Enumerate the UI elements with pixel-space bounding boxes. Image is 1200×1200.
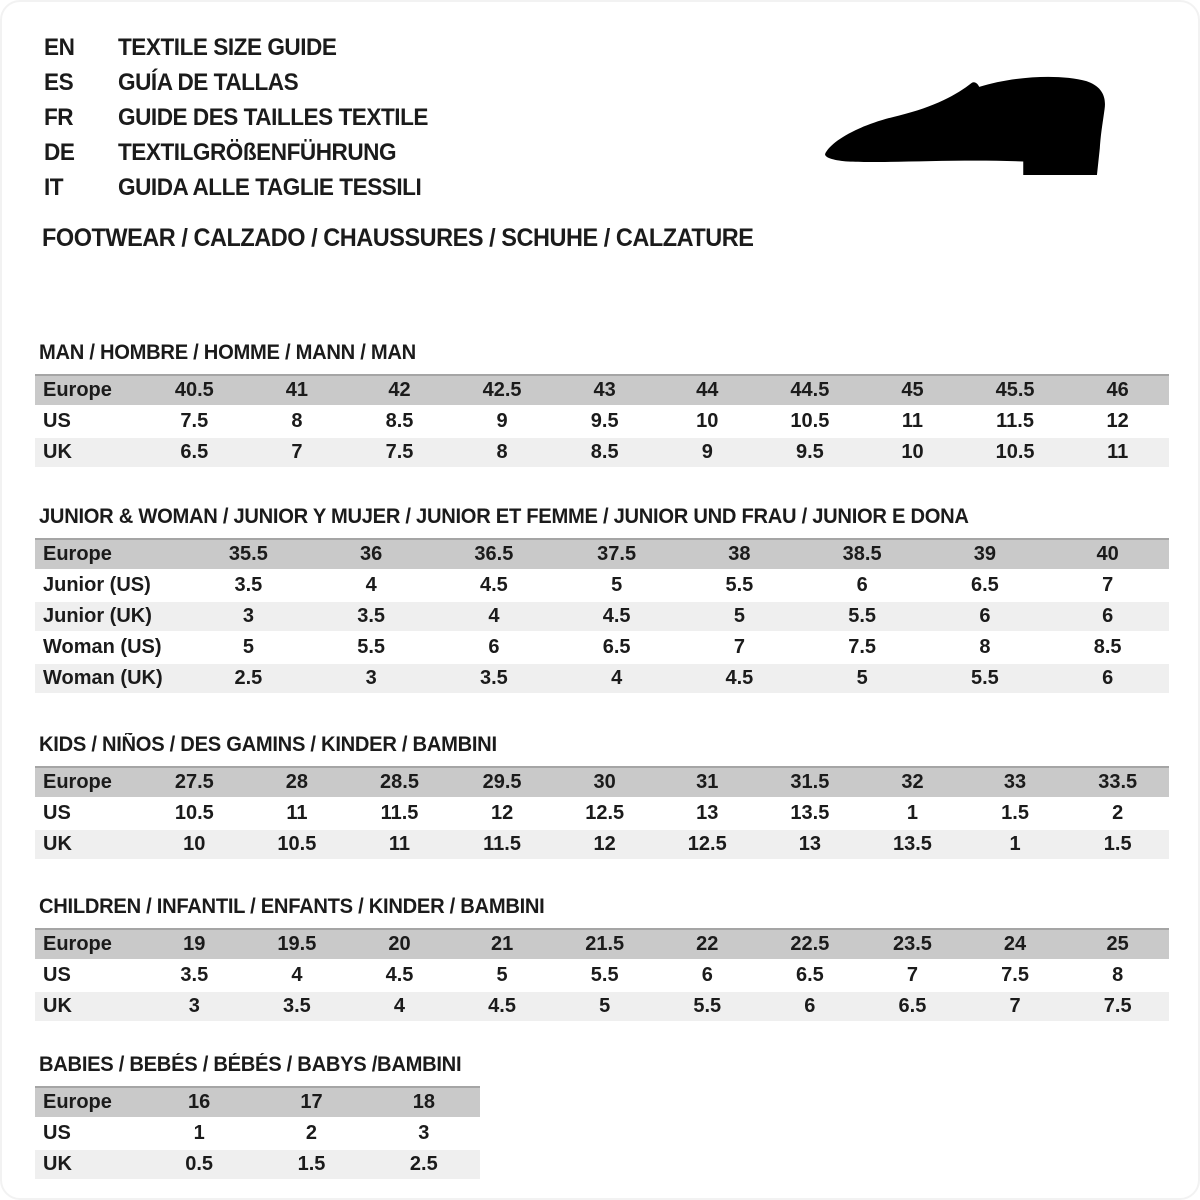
- table-row: [35, 928, 1169, 959]
- size-cell: 4: [433, 602, 556, 631]
- section-title-kids: KIDS / NIÑOS / DES GAMINS / KINDER / BAMBINI: [39, 733, 497, 756]
- size-cell: 6: [924, 602, 1047, 631]
- size-cell: 1.5: [964, 799, 1067, 828]
- size-cell: 5: [451, 961, 554, 990]
- size-cell: 8.5: [553, 438, 656, 467]
- row-label: UK: [35, 438, 143, 467]
- size-cell: 28.5: [348, 766, 451, 797]
- row-label: US: [35, 1119, 143, 1148]
- size-cell: 3.5: [433, 664, 556, 693]
- size-cell: 2.5: [368, 1150, 480, 1179]
- size-cell: 10.5: [964, 438, 1067, 467]
- table-row: [35, 407, 1169, 436]
- shoe-silhouette-icon: [802, 62, 1144, 196]
- size-cell: 6.5: [759, 961, 862, 990]
- size-cell: 4.5: [678, 664, 801, 693]
- size-cell: 21.5: [553, 928, 656, 959]
- size-cell: 30: [553, 766, 656, 797]
- size-cell: 5.5: [656, 992, 759, 1021]
- size-cell: 10.5: [246, 830, 349, 859]
- table-row: [35, 961, 1169, 990]
- size-cell: 12.5: [553, 799, 656, 828]
- category-heading: FOOTWEAR / CALZADO / CHAUSSURES / SCHUHE / CALZATURE: [42, 224, 754, 252]
- language-title: TEXTILE SIZE GUIDE: [118, 34, 337, 61]
- size-cell: 33: [964, 766, 1067, 797]
- size-cell: 5: [553, 992, 656, 1021]
- size-cell: 8: [924, 633, 1047, 662]
- table-row: [35, 374, 1169, 405]
- size-cell: 21: [451, 928, 554, 959]
- size-cell: 44.5: [759, 374, 862, 405]
- table-row: [35, 664, 1169, 693]
- size-cell: 31: [656, 766, 759, 797]
- size-cell: 3.5: [143, 961, 246, 990]
- size-table-children: [35, 926, 1169, 1023]
- table-row: [35, 633, 1169, 662]
- section-children: [35, 895, 1165, 1023]
- size-cell: 8: [451, 438, 554, 467]
- size-cell: 3: [187, 602, 310, 631]
- row-label: Junior (US): [35, 571, 187, 600]
- size-cell: 40.5: [143, 374, 246, 405]
- size-cell: 5: [678, 602, 801, 631]
- table-row: [35, 1150, 480, 1179]
- size-cell: 10: [143, 830, 246, 859]
- size-cell: 29.5: [451, 766, 554, 797]
- size-cell: 13.5: [861, 830, 964, 859]
- size-cell: 20: [348, 928, 451, 959]
- size-cell: 32: [861, 766, 964, 797]
- size-cell: 1.5: [1066, 830, 1169, 859]
- size-cell: 10: [861, 438, 964, 467]
- size-cell: 12: [553, 830, 656, 859]
- size-cell: 39: [924, 538, 1047, 569]
- size-cell: 18: [368, 1086, 480, 1117]
- section-kids: [35, 733, 1165, 861]
- size-cell: 5: [555, 571, 678, 600]
- size-cell: 7: [964, 992, 1067, 1021]
- size-cell: 7: [246, 438, 349, 467]
- size-cell: 11: [1066, 438, 1169, 467]
- size-cell: 12: [451, 799, 554, 828]
- section-junior-woman: [35, 505, 1165, 695]
- size-cell: 7.5: [143, 407, 246, 436]
- size-cell: 6: [801, 571, 924, 600]
- row-label: Europe: [35, 1086, 143, 1117]
- size-cell: 12: [1066, 407, 1169, 436]
- size-cell: 23.5: [861, 928, 964, 959]
- size-cell: 8.5: [1046, 633, 1169, 662]
- size-cell: 13: [759, 830, 862, 859]
- size-cell: 3: [310, 664, 433, 693]
- table-row: [35, 799, 1169, 828]
- row-label: Woman (UK): [35, 664, 187, 693]
- size-table-man: [35, 372, 1169, 469]
- size-table-junior-woman: [35, 536, 1169, 695]
- size-cell: 5: [801, 664, 924, 693]
- table-row: [35, 438, 1169, 467]
- size-cell: 4: [348, 992, 451, 1021]
- size-cell: 5.5: [678, 571, 801, 600]
- size-cell: 4: [310, 571, 433, 600]
- size-cell: 4: [555, 664, 678, 693]
- size-cell: 27.5: [143, 766, 246, 797]
- size-cell: 4.5: [555, 602, 678, 631]
- size-cell: 11: [246, 799, 349, 828]
- row-label: Europe: [35, 374, 143, 405]
- size-cell: 5: [187, 633, 310, 662]
- size-cell: 0.5: [143, 1150, 255, 1179]
- language-code: FR: [44, 104, 74, 131]
- language-code: ES: [44, 69, 74, 96]
- row-label: US: [35, 407, 143, 436]
- size-cell: 28: [246, 766, 349, 797]
- size-cell: 19.5: [246, 928, 349, 959]
- size-cell: 1.5: [255, 1150, 367, 1179]
- table-row: [35, 992, 1169, 1021]
- table-row: [35, 766, 1169, 797]
- size-cell: 9.5: [553, 407, 656, 436]
- size-cell: 40: [1046, 538, 1169, 569]
- size-cell: 5.5: [553, 961, 656, 990]
- size-cell: 35.5: [187, 538, 310, 569]
- size-cell: 8.5: [348, 407, 451, 436]
- size-cell: 42: [348, 374, 451, 405]
- language-code: DE: [44, 139, 75, 166]
- row-label: US: [35, 799, 143, 828]
- size-cell: 36: [310, 538, 433, 569]
- row-label: Europe: [35, 766, 143, 797]
- table-row: [35, 830, 1169, 859]
- size-cell: 8: [246, 407, 349, 436]
- size-cell: 13: [656, 799, 759, 828]
- size-cell: 11.5: [964, 407, 1067, 436]
- size-cell: 7: [678, 633, 801, 662]
- size-cell: 2: [255, 1119, 367, 1148]
- size-cell: 11: [861, 407, 964, 436]
- section-title-babies: BABIES / BEBÉS / BÉBÉS / BABYS /BAMBINI: [39, 1053, 462, 1076]
- size-cell: 7: [1046, 571, 1169, 600]
- size-cell: 4.5: [433, 571, 556, 600]
- table-row: [35, 538, 1169, 569]
- table-row: [35, 602, 1169, 631]
- size-cell: 22: [656, 928, 759, 959]
- section-man: [35, 341, 1165, 469]
- size-cell: 46: [1066, 374, 1169, 405]
- size-cell: 38: [678, 538, 801, 569]
- size-cell: 7.5: [1066, 992, 1169, 1021]
- size-cell: 36.5: [433, 538, 556, 569]
- size-cell: 3: [143, 992, 246, 1021]
- size-cell: 5.5: [924, 664, 1047, 693]
- size-cell: 1: [964, 830, 1067, 859]
- size-cell: 5.5: [801, 602, 924, 631]
- language-title: TEXTILGRÖßENFÜHRUNG: [118, 139, 397, 166]
- size-cell: 7: [861, 961, 964, 990]
- size-cell: 10.5: [759, 407, 862, 436]
- size-cell: 7.5: [964, 961, 1067, 990]
- language-title: GUIDA ALLE TAGLIE TESSILI: [118, 174, 422, 201]
- size-cell: 24: [964, 928, 1067, 959]
- row-label: Europe: [35, 538, 187, 569]
- language-title: GUIDE DES TAILLES TEXTILE: [118, 104, 428, 131]
- size-cell: 19: [143, 928, 246, 959]
- size-cell: 37.5: [555, 538, 678, 569]
- size-cell: 44: [656, 374, 759, 405]
- size-table-kids: [35, 764, 1169, 861]
- row-label: US: [35, 961, 143, 990]
- row-label: UK: [35, 830, 143, 859]
- language-row-en: [44, 30, 1165, 65]
- size-cell: 38.5: [801, 538, 924, 569]
- size-cell: 41: [246, 374, 349, 405]
- size-cell: 11.5: [451, 830, 554, 859]
- size-cell: 6: [1046, 664, 1169, 693]
- size-cell: 12.5: [656, 830, 759, 859]
- size-cell: 9: [451, 407, 554, 436]
- size-cell: 6.5: [555, 633, 678, 662]
- size-cell: 16: [143, 1086, 255, 1117]
- size-cell: 3.5: [246, 992, 349, 1021]
- size-cell: 2: [1066, 799, 1169, 828]
- size-cell: 33.5: [1066, 766, 1169, 797]
- size-cell: 10: [656, 407, 759, 436]
- language-code: EN: [44, 34, 75, 61]
- size-cell: 4: [246, 961, 349, 990]
- row-label: Europe: [35, 928, 143, 959]
- size-cell: 43: [553, 374, 656, 405]
- language-title: GUÍA DE TALLAS: [118, 69, 299, 96]
- size-cell: 6.5: [924, 571, 1047, 600]
- section-babies: [35, 1053, 1165, 1181]
- section-title-junior-woman: JUNIOR & WOMAN / JUNIOR Y MUJER / JUNIOR ET FEMME / JUNIOR UND FRAU / JUNIOR E DONA: [39, 505, 969, 528]
- size-cell: 45.5: [964, 374, 1067, 405]
- row-label: UK: [35, 1150, 143, 1179]
- size-cell: 6.5: [143, 438, 246, 467]
- size-cell: 42.5: [451, 374, 554, 405]
- size-cell: 1: [143, 1119, 255, 1148]
- size-cell: 4.5: [348, 961, 451, 990]
- size-cell: 6: [1046, 602, 1169, 631]
- size-cell: 7.5: [801, 633, 924, 662]
- size-cell: 6: [433, 633, 556, 662]
- size-cell: 10.5: [143, 799, 246, 828]
- size-cell: 7.5: [348, 438, 451, 467]
- size-cell: 2.5: [187, 664, 310, 693]
- size-cell: 6.5: [861, 992, 964, 1021]
- size-cell: 6: [759, 992, 862, 1021]
- size-cell: 31.5: [759, 766, 862, 797]
- size-cell: 9: [656, 438, 759, 467]
- table-row: [35, 571, 1169, 600]
- size-cell: 17: [255, 1086, 367, 1117]
- size-table-babies: [35, 1084, 480, 1181]
- size-cell: 11.5: [348, 799, 451, 828]
- table-row: [35, 1119, 480, 1148]
- size-cell: 3.5: [310, 602, 433, 631]
- language-code: IT: [44, 174, 64, 201]
- size-cell: 1: [861, 799, 964, 828]
- size-cell: 8: [1066, 961, 1169, 990]
- section-title-man: MAN / HOMBRE / HOMME / MANN / MAN: [39, 341, 416, 364]
- section-title-children: CHILDREN / INFANTIL / ENFANTS / KINDER / BAMBINI: [39, 895, 545, 918]
- table-row: [35, 1086, 480, 1117]
- size-cell: 45: [861, 374, 964, 405]
- row-label: UK: [35, 992, 143, 1021]
- size-cell: 25: [1066, 928, 1169, 959]
- size-cell: 3: [368, 1119, 480, 1148]
- row-label: Woman (US): [35, 633, 187, 662]
- size-cell: 9.5: [759, 438, 862, 467]
- size-cell: 4.5: [451, 992, 554, 1021]
- size-cell: 5.5: [310, 633, 433, 662]
- size-cell: 13.5: [759, 799, 862, 828]
- size-cell: 3.5: [187, 571, 310, 600]
- size-cell: 11: [348, 830, 451, 859]
- size-cell: 22.5: [759, 928, 862, 959]
- row-label: Junior (UK): [35, 602, 187, 631]
- size-cell: 6: [656, 961, 759, 990]
